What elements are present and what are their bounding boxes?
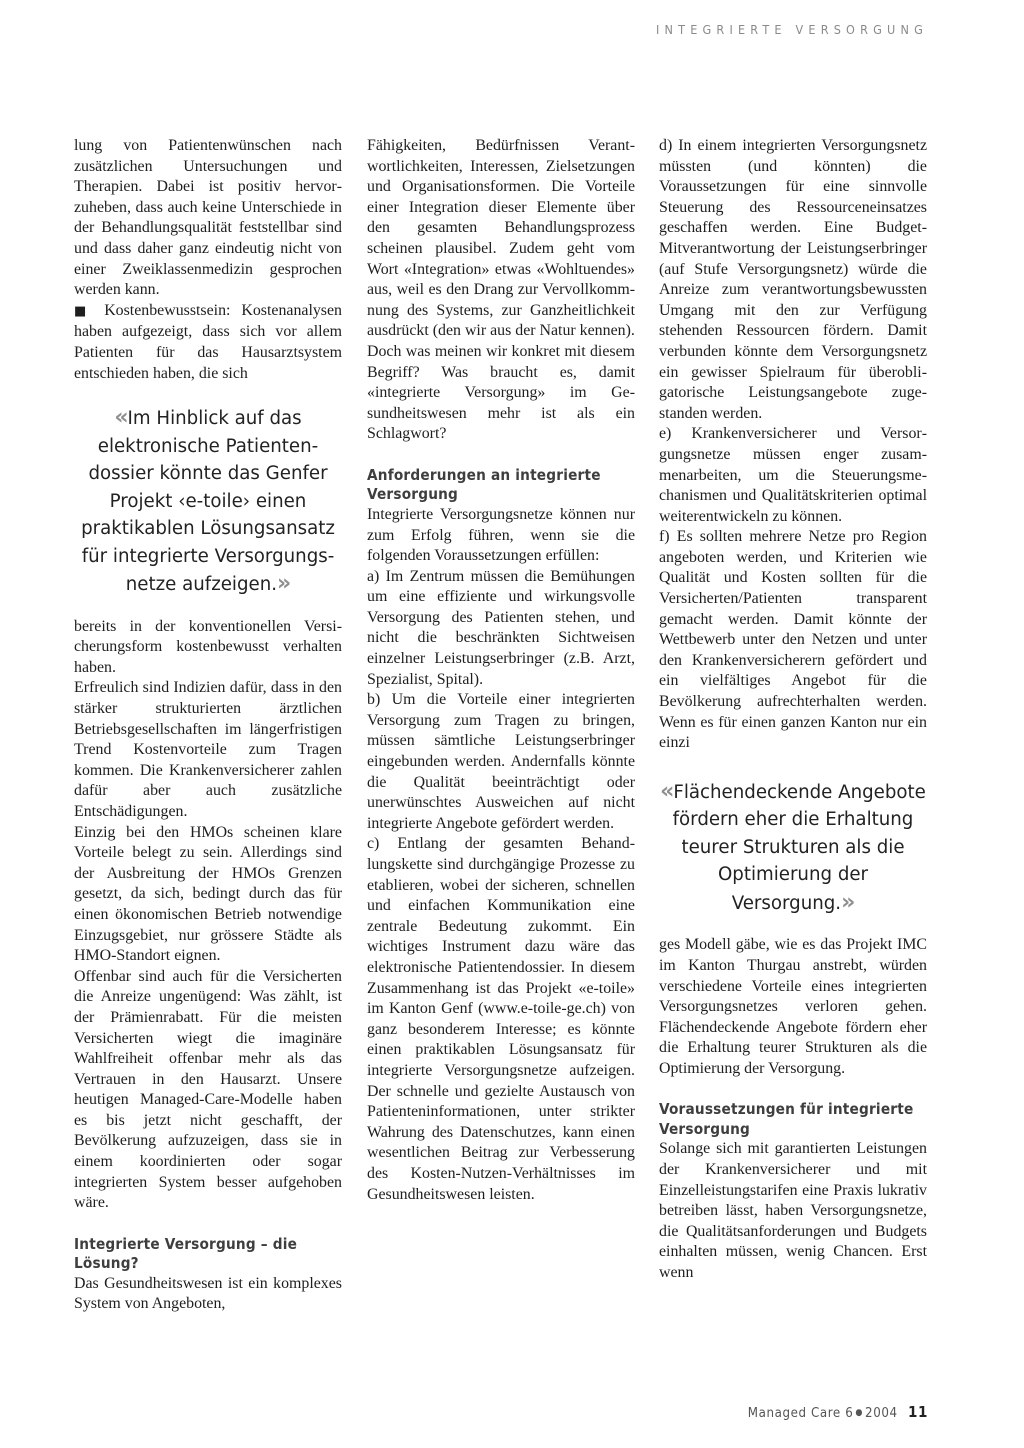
pull-quote-text: Flächendeckende Angebote fördern eher die Erhaltung teurer Strukturen als die Optimierung der Versorgung. (672, 781, 926, 914)
list-item: e) Krankenversicherer und Versorgungsnetze müssen enger zusammenarbeiten, um die Steuerungsmechanismen und Qualitätskriterien optimal weiterentwickeln zu können. (659, 425, 927, 525)
running-header: INTEGRIERTE VERSORGUNG (656, 22, 928, 37)
bullet-dot-icon: ● (855, 1408, 864, 1418)
list-item: f) Es sollten mehrere Netze pro Region angeboten werden, und Kriterien wie Qualität und Kosten sollten für die Versicherten/Patienten transparent gemacht werden. Damit könnte der Wettbewerb unter den Netzen und unter den Krankenversicherern gefördert und ein vielfältiges Angebot für die Bevölkerung aufrechterhalten werden. Wenn es für einen ganzen Kanton nur ein einzi (659, 528, 927, 752)
paragraph: Integrierte Versorgungsnetze können nur zum Erfolg führen, wenn sie die folgenden Voraussetzungen erfüllen: (367, 505, 635, 565)
paragraph: Solange sich mit garantierten Leistungen der Krankenversicherer und mit Einzelleistungstarifen eine Praxis lukrativ betreiben lässt, haben Versorgungsnetze, die Qualitätsanforderungen und Budgets einhalten müssen, wenig Chancen. Erst wenn (659, 1140, 927, 1282)
list-item: a) Im Zentrum müssen die Bemühungen um eine effiziente und wirkungsvolle Versorgung des Patienten stehen, und nicht die beschränkten Sichtweisen einzelner Leistungserbringer (z.B. Arzt, Spezialist, Spital). (367, 567, 635, 688)
pull-quote (659, 778, 927, 918)
column-1 (74, 136, 342, 1315)
issue-number: 6 (845, 1406, 854, 1421)
list-item: b) Um die Vorteile einer integrierten Versorgung zum Tragen zu bringen, müssen sämtliche Leistungserbringer eingebunden werden. Andernfalls könnte die Qualität beeinträchtigt oder unerwünschtes Ausweichen auf nicht integrierte Angebote gefördert werden. (367, 691, 635, 832)
list-item: c) Entlang der gesamten Behandlungskette sind durchgängige Prozesse zu etablieren, wobei der sicheren, schnellen und einfachen Kommunikation eine zentrale Bedeutung zukommt. Ein wichtiges Instrument dazu wäre das elektronische Patientendossier. In diesem Zusammenhang ist das Projekt «e-toile» im Kanton Genf (www.e-toile-ge.ch) von ganz besonderem Interesse; es könnte einen praktikablen Lösungsansatz für integrierte Versorgungsnetze aufzeigen. Der schnelle und gezielte Austausch von Patienteninformationen, unter strikter Wahrung des Datenschutzes, kann einen wesentlichen Beitrag zur Verbesserung des Kosten-Nutzen-Verhältnisses im Gesundheitswesen leisten. (367, 835, 635, 1203)
list-item: d) In einem integrierten Versorgungsnetz müssten (und könnten) die Voraussetzungen für eine sinnvolle Steuerung des Ressourceneinsatzes geschaffen werden. Eine Budget-Mitverantwortung der Leistungserbringer (auf Stufe Versorgungsnetz) würde die Anreize zum verantwortungsbewussten Umgang mit den zur Verfügung stehenden Ressourcen fördern. Damit verbunden könnte dem Versorgungsnetz ein gewisser Spielraum für überobligatorische Leistungsangebote zugestanden werden. (659, 137, 927, 422)
paragraph-text: Kostenbewusstsein: Kostenanalysen haben aufgezeigt, dass sich vor allem Patienten für das Hausarztsystem entschieden haben, die sich (74, 301, 342, 382)
pull-quote-text: Im Hinblick auf das elektronische Patientendossier könnte das Genfer Projekt ‹e-toile› einen praktikablen Lösungsansatz für integrierte Versorgungsnetze aufzeigen. (81, 408, 335, 596)
close-quote-mark: » (841, 889, 855, 915)
page-number: 11 (908, 1403, 928, 1421)
paragraph: Fähigkeiten, Bedürfnissen Verantwortlichkeiten, Interessen, Zielsetzungen und Organisationsformen. Die Vorteile einer Integration dieser Elemente über den gesamten Behandlungsprozess scheinen plausibel. Zudem geht vom Wort «Integration» etwas «Wohltuendes» aus, weil es den Drang zur Vervollkommnung des Systems, zur Ganzheitlichkeit ausdrückt (den wir aus der Natur kennen). (367, 137, 635, 340)
page-footer (748, 1403, 928, 1421)
paragraph: Offenbar sind auch für die Versicherten die Anreize ungenügend: Was zählt, ist der Prämienrabatt. Für die meisten Versicherten wiegt die imaginäre Wahlfreiheit offenbar mehr als das Vertrauen in den Hausarzt. Unsere heutigen Managed-Care-Modelle haben es bis jetzt nicht geschafft, der Bevölkerung aufzuzeigen, dass sie in einem koordinierten oder sogar integrierten System besser aufgehoben wäre. (74, 967, 342, 1212)
close-quote-mark: » (277, 571, 291, 597)
paragraph: Doch was meinen wir konkret mit diesem Begriff? Was braucht es, damit «integrierte Versorgung» im Gesundheitswesen mehr ist als ein Schlagwort? (367, 342, 635, 443)
magazine-name: Managed Care (747, 1406, 841, 1421)
section-heading: Integrierte Versorgung – die Lösung? (74, 1234, 298, 1273)
column-2 (367, 136, 635, 1205)
section-heading: Voraussetzungen für integrierte Versorgung (659, 1100, 914, 1138)
paragraph: Das Gesundheitswesen ist ein komplexes System von Angeboten, (74, 1274, 342, 1313)
bullet-square-icon: ■ (74, 303, 94, 319)
open-quote-mark: « (660, 778, 674, 804)
issue-year: 2004 (865, 1406, 898, 1421)
paragraph: lung von Patientenwünschen nach zusätzlichen Untersuchungen und Therapien. Dabei ist positiv hervorzuheben, dass auch keine Unterschiede in der Behandlungsqualität feststellbar sind und dass daher ganz eindeutig nicht von einer Zweiklassenmedizin gesprochen werden kann. (74, 137, 342, 299)
paragraph: Erfreulich sind Indizien dafür, dass in den stärker strukturierten ärztlichen Betriebsgesellschaften im längerfristigen Trend Kostenvorteile zum Tragen kommen. Die Krankenversicherer zahlen dafür aber auch zusätzliche Entschädigungen. (74, 679, 342, 820)
paragraph: ges Modell gäbe, wie es das Projekt IMC im Kanton Thurgau anstrebt, würden verschiedene Vorteile eines integrierten Versorgungsnetzes verloren gehen. Flächendeckende Angebote fördern eher die Erhaltung teurer Strukturen als die Optimierung der Versorgung. (659, 936, 927, 1077)
pull-quote (74, 404, 342, 599)
column-3 (659, 136, 927, 1284)
open-quote-mark: « (114, 405, 128, 431)
section-heading: Anforderungen an integrierte Versorgung (367, 465, 601, 504)
paragraph: Einzig bei den HMOs scheinen klare Vorteile belegt zu sein. Allerdings sind der Ausbreitung der HMOs Grenzen gesetzt, da sich, bedingt durch das für einen ökonomischen Betrieb notwendige Einzugsgebiet, nur grössere Städte als HMO-Standort eignen. (74, 823, 342, 965)
paragraph (74, 301, 342, 384)
paragraph: bereits in der konventionellen Versicherungsform kostenbewusst verhalten haben. (74, 617, 342, 676)
